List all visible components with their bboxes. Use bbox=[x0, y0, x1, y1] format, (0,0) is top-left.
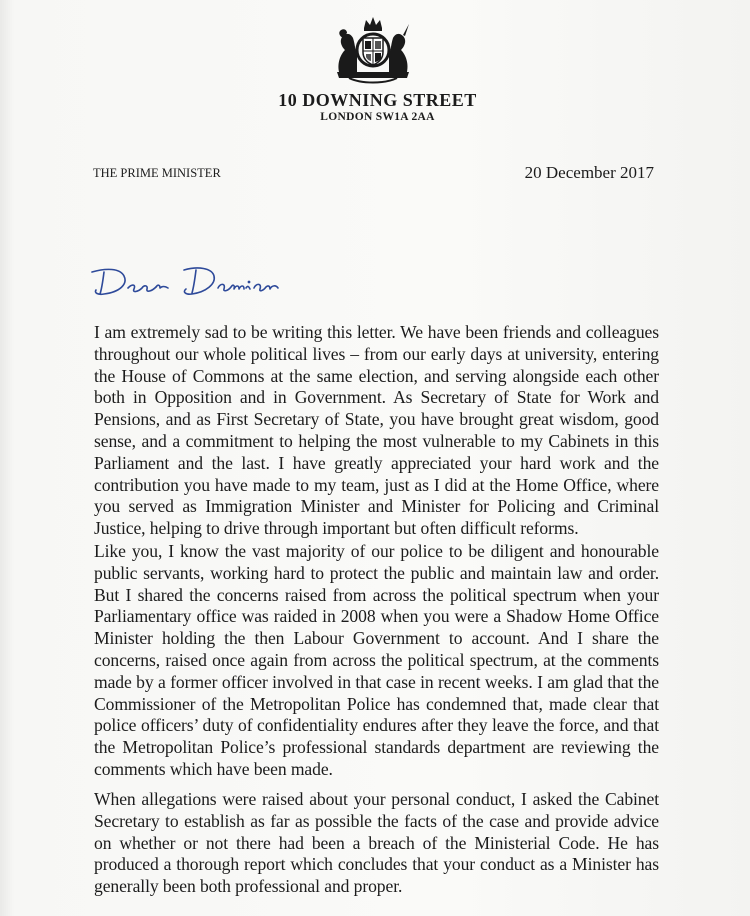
letter-date: 20 December 2017 bbox=[524, 163, 654, 182]
body-paragraph-2: Like you, I know the vast majority of our police to be diligent and honourable public servants, working hard to protect the public and maintain law and order. But I shared the concerns raised from across the political spectrum when your Parliamentary office was raided in 2008 when you were a Shadow Home Office Minister holding the then Labour Government to account. And I share the concerns, raised once again from across the political spectrum, at the comments made by a former officer involved in that case in recent weeks. I am glad that the Commissioner of the Metropolitan Police has condemned that, made clear that police officers’ duty of confidentiality endures after they leave the force, and that the Metropolitan Police’s professional standards department are reviewing the comments which have been made. bbox=[94, 541, 659, 779]
body-paragraph-1: I am extremely sad to be writing this letter. We have been friends and colleagues throughout our whole political lives – from our early days at university, entering the House of Commons at the same election, and serving alongside each other both in Opposition and in Government. As Secretary of State for Work and Pensions, and as First Secretary of State, you have brought great wisdom, good sense, and a commitment to helping the most vulnerable to my Cabinets in this Parliament and the last. I have greatly appreciated your hard work and the contribution you have made to my team, just as I did at the Home Office, where you served as Immigration Minister and Minister for Policing and Criminal Justice, helping to drive through important but often difficult reforms. bbox=[94, 322, 659, 539]
letterhead-address: 10 DOWNING STREET bbox=[278, 90, 477, 110]
sender-title: THE PRIME MINISTER bbox=[93, 166, 221, 180]
royal-coat-of-arms-icon bbox=[333, 14, 413, 84]
handwritten-salutation bbox=[86, 258, 286, 306]
body-paragraph-3: When allegations were raised about your personal conduct, I asked the Cabinet Secretary to establish as far as possible the facts of the case and provide advice on whether or not there had been a breach of the Ministerial Code. He has produced a thorough report which concludes that your conduct as a Minister has generally been both professional and proper. bbox=[94, 789, 659, 897]
letterhead-postcode: LONDON SW1A 2AA bbox=[320, 111, 435, 123]
